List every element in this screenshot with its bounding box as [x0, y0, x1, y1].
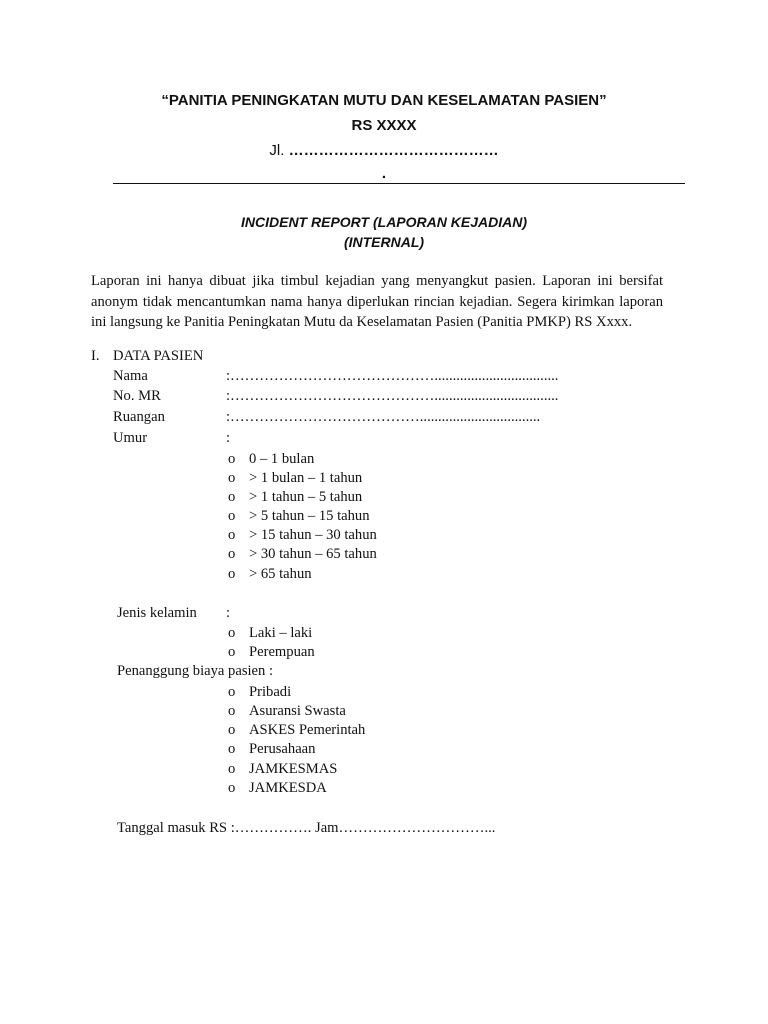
umur-option[interactable]: > 30 tahun – 65 tahun — [249, 546, 377, 562]
field-label-nama: Nama — [113, 368, 148, 384]
bullet-icon: o — [228, 703, 236, 719]
payer-option[interactable]: JAMKESDA — [249, 780, 327, 796]
bullet-icon: o — [228, 741, 236, 757]
payer-label: Penanggung biaya pasien : — [117, 663, 274, 679]
intro-paragraph: Laporan ini hanya dibuat jika timbul kejadian yang menyangkut pasien. Laporan ini bersifat anonym tidak mencantumkan nama hanya diperlukan rincian kejadian. Segera kirimkan laporan ini langsung ke Panitia Peningkatan Mutu da Keselamatan Pasien (Panitia PMKP) RS Xxxx. — [91, 273, 663, 330]
bullet-icon: o — [228, 527, 236, 543]
bullet-icon: o — [228, 451, 236, 467]
payer-option[interactable]: Asuransi Swasta — [249, 703, 346, 719]
bullet-icon: o — [228, 566, 236, 582]
gender-label: Jenis kelamin — [117, 605, 197, 621]
bullet-icon: o — [228, 644, 236, 660]
bullet-icon: o — [228, 684, 236, 700]
payer-option[interactable]: Perusahaan — [249, 741, 316, 757]
field-label-umur: Umur — [113, 430, 148, 446]
field-value-ruangan[interactable]: :…………………………………................................. — [226, 409, 541, 425]
bullet-icon: o — [228, 780, 236, 796]
umur-option[interactable]: > 5 tahun – 15 tahun — [249, 508, 370, 524]
address-dots: …………………………………… — [288, 142, 499, 159]
address-line — [0, 142, 768, 159]
hospital-heading: RS XXXX — [351, 117, 417, 134]
umur-option[interactable]: > 1 tahun – 5 tahun — [249, 489, 363, 505]
umur-option[interactable]: > 65 tahun — [249, 566, 312, 582]
bullet-icon: o — [228, 722, 236, 738]
payer-option[interactable]: JAMKESMAS — [249, 761, 338, 777]
address-label: Jl. — [269, 142, 285, 159]
section-number: I. — [91, 348, 100, 364]
address-line-2: . — [381, 165, 387, 182]
field-value-umur: : — [226, 430, 231, 446]
umur-option[interactable]: > 1 bulan – 1 tahun — [249, 470, 363, 486]
committee-heading: “PANITIA PENINGKATAN MUTU DAN KESELAMATAN PASIEN” — [161, 92, 607, 109]
payer-option[interactable]: Pribadi — [249, 684, 292, 700]
bullet-icon: o — [228, 489, 236, 505]
umur-option[interactable]: 0 – 1 bulan — [249, 451, 315, 467]
field-label-no-mr: No. MR — [113, 388, 161, 404]
report-subtitle: (INTERNAL) — [343, 234, 425, 250]
field-value-nama[interactable]: :…………………………………….................................. — [226, 368, 559, 384]
field-label-ruangan: Ruangan — [113, 409, 165, 425]
admission-field[interactable]: Tanggal masuk RS :……………. Jam…………………………... — [117, 820, 496, 836]
payer-option[interactable]: ASKES Pemerintah — [249, 722, 366, 738]
gender-option[interactable]: Perempuan — [249, 644, 315, 660]
bullet-icon: o — [228, 470, 236, 486]
gender-colon: : — [226, 605, 231, 621]
gender-option[interactable]: Laki – laki — [249, 625, 313, 641]
header-divider — [113, 183, 685, 184]
bullet-icon: o — [228, 761, 236, 777]
field-value-no-mr[interactable]: :…………………………………….................................. — [226, 388, 559, 404]
bullet-icon: o — [228, 625, 236, 641]
bullet-icon: o — [228, 508, 236, 524]
umur-option[interactable]: > 15 tahun – 30 tahun — [249, 527, 377, 543]
bullet-icon: o — [228, 546, 236, 562]
report-title: INCIDENT REPORT (LAPORAN KEJADIAN) — [241, 214, 527, 230]
section-title: DATA PASIEN — [113, 348, 204, 364]
